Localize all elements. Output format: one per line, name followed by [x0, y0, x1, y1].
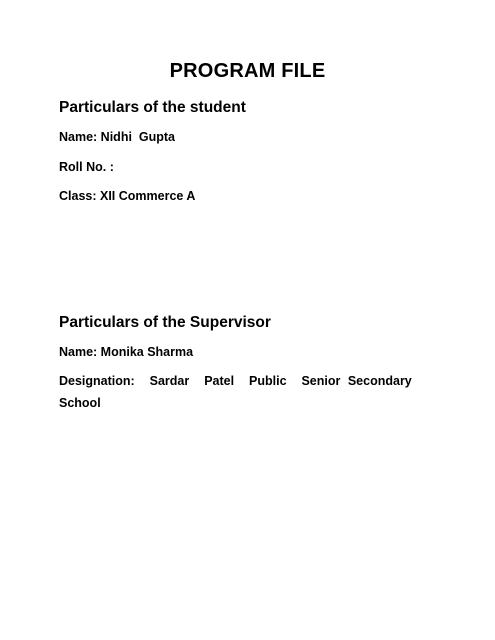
page-title: PROGRAM FILE [169, 60, 326, 82]
supervisor-section-heading: Particulars of the Supervisor [59, 314, 271, 331]
supervisor-name: Name: Monika Sharma [59, 345, 194, 359]
supervisor-designation: Designation: Sardar Patel Public Senior Secondary [59, 374, 412, 388]
student-name: Name: Nidhi Gupta [59, 130, 175, 144]
student-class: Class: XII Commerce A [59, 189, 196, 203]
student-roll-no: Roll No. : [59, 160, 114, 174]
student-section-heading: Particulars of the student [59, 99, 246, 116]
supervisor-designation-continued: School [59, 396, 101, 410]
